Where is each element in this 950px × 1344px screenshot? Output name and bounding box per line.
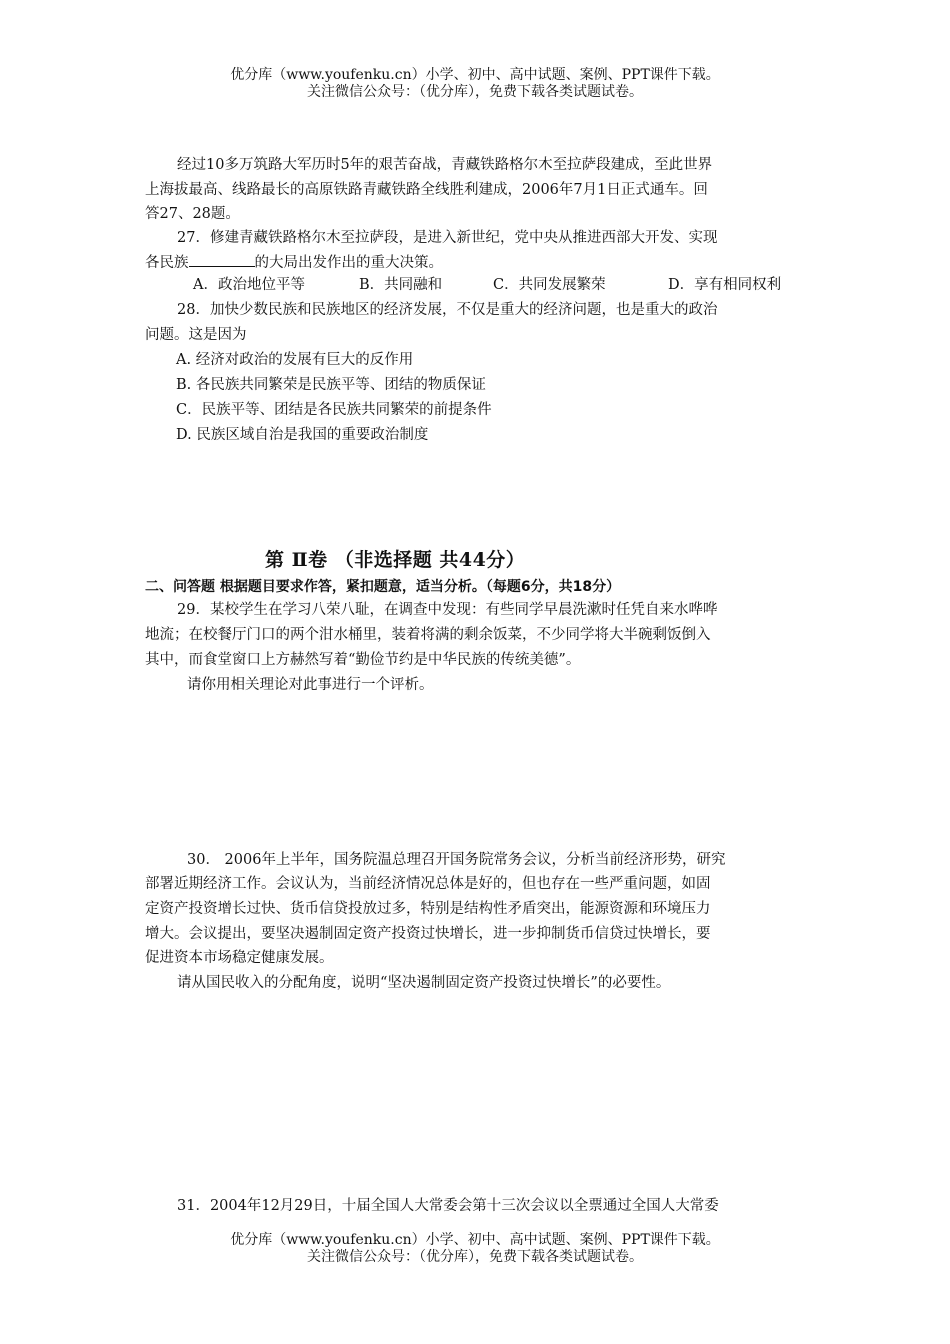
q30-line-3: 定资产投资增长过快、货币信贷投放过多，特别是结构性矛盾突出，能源资源和环境压力 (145, 901, 711, 917)
q27-line-2-post: 的大局出发作出的重大决策。 (254, 255, 443, 271)
q27-line-2 (145, 252, 443, 273)
section-2-instructions: 二、问答题 根据题目要求作答，紧扣题意，适当分析。（每题6分，共18分） (145, 579, 621, 595)
q27-option-a: A．政治地位平等 (193, 277, 305, 293)
q31-line-1: 31．2004年12月29日，十届全国人大常委会第十三次会议以全票通过全国人大常委 (177, 1198, 719, 1214)
passage-line-3: 答27、28题。 (145, 206, 240, 222)
passage-line-2: 上海拔最高、线路最长的高原铁路青藏铁路全线胜利建成，2006年7月1日正式通车。回 (145, 182, 708, 198)
q30-line-2: 部署近期经济工作。会议认为，当前经济情况总体是好的，但也存在一些严重问题，如固 (145, 876, 711, 892)
q28-option-b: B. 各民族共同繁荣是民族平等、团结的物质保证 (176, 377, 486, 393)
q28-option-d: D. 民族区域自治是我国的重要政治制度 (176, 427, 429, 443)
q28-option-a: A. 经济对政治的发展有巨大的反作用 (176, 352, 414, 368)
footer-line-1: 优分库（www.youfenku.cn）小学、初中、高中试题、案例、PPT课件下载。 (230, 1232, 720, 1248)
header-line-2: 关注微信公众号：（优分库），免费下载各类试题试卷。 (307, 84, 643, 100)
q27-option-d: D．享有相同权利 (668, 277, 782, 293)
header-line-1: 优分库（www.youfenku.cn）小学、初中、高中试题、案例、PPT课件下载。 (230, 67, 720, 83)
q29-question: 请你用相关理论对此事进行一个评析。 (187, 677, 434, 693)
q27-line-1: 27．修建青藏铁路格尔木至拉萨段，是进入新世纪，党中央从推进西部大开发、实现 (177, 230, 718, 246)
q27-line-2-pre: 各民族 (145, 255, 189, 271)
passage-line-1: 经过10多万筑路大军历时5年的艰苦奋战，青藏铁路格尔木至拉萨段建成，至此世界 (177, 157, 713, 173)
q30-question: 请从国民收入的分配角度，说明“坚决遏制固定资产投资过快增长”的必要性。 (177, 975, 671, 991)
q29-line-3: 其中，而食堂窗口上方赫然写着“勤俭节约是中华民族的传统美德”。 (145, 652, 581, 668)
q27-option-b: B．共同融和 (359, 277, 443, 293)
q29-line-1: 29．某校学生在学习八荣八耻，在调查中发现：有些同学早晨洗漱时任凭自来水哗哗 (177, 602, 718, 618)
q28-line-2: 问题。这是因为 (145, 327, 247, 343)
section-2-title: 第 Ⅱ卷 （非选择题 共44分） (265, 549, 526, 571)
q27-option-c: C．共同发展繁荣 (493, 277, 606, 293)
q29-line-2: 地流；在校餐厅门口的两个泔水桶里，装着将满的剩余饭菜，不少同学将大半碗剩饭倒入 (145, 627, 711, 643)
answer-blank (189, 252, 255, 267)
q30-line-4: 增大。会议提出，要坚决遏制固定资产投资过快增长，进一步抑制货币信贷过快增长，要 (145, 926, 711, 942)
q28-option-c: C．民族平等、团结是各民族共同繁荣的前提条件 (176, 402, 492, 418)
footer-line-2: 关注微信公众号：（优分库），免费下载各类试题试卷。 (307, 1249, 643, 1265)
q28-line-1: 28．加快少数民族和民族地区的经济发展，不仅是重大的经济问题，也是重大的政治 (177, 302, 718, 318)
q30-line-1: 30． 2006年上半年，国务院温总理召开国务院常务会议，分析当前经济形势，研究 (187, 852, 726, 868)
q30-line-5: 促进资本市场稳定健康发展。 (145, 950, 334, 966)
